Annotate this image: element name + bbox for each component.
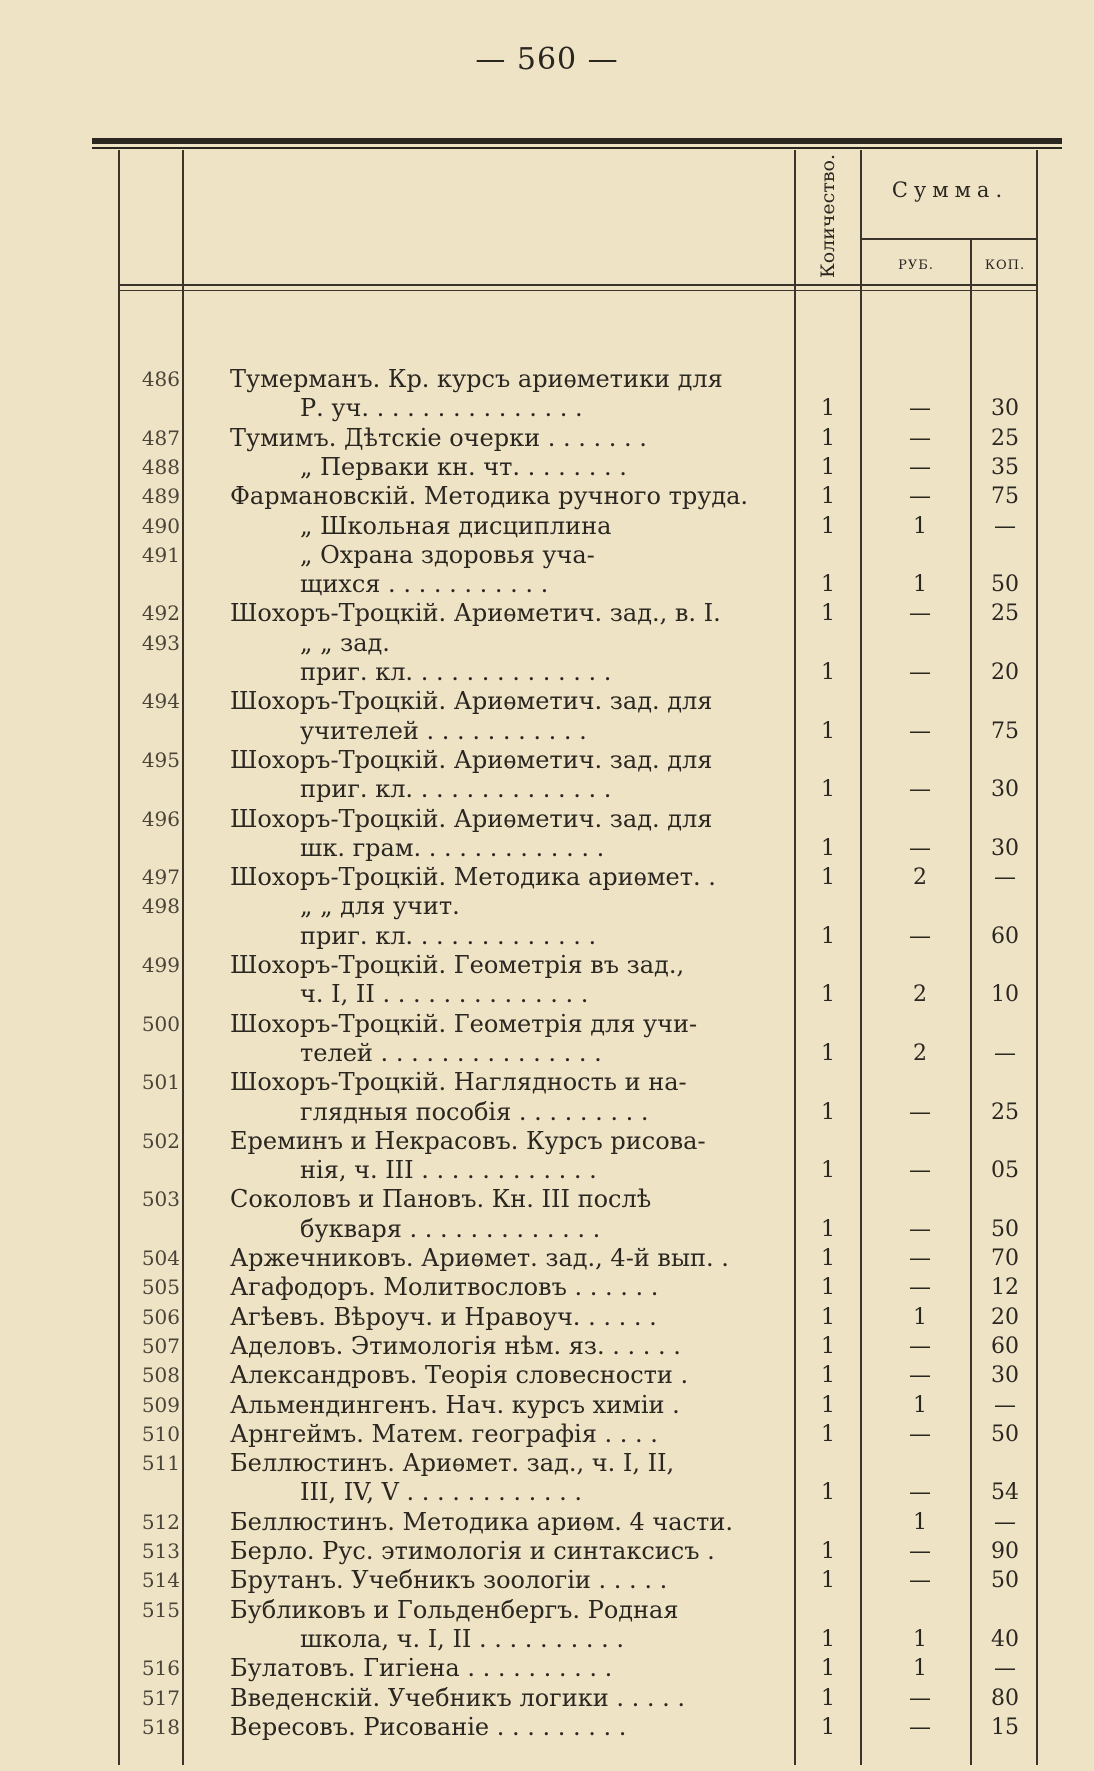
row-number: 498 — [141, 894, 180, 919]
row-rub: 1 — [913, 572, 927, 598]
row-kop: 35 — [991, 454, 1019, 480]
row-rub: 1 — [913, 513, 927, 539]
row-title-line: „ Школьная дисциплина — [300, 511, 612, 540]
row-rub: 1 — [913, 1626, 927, 1652]
row-quantity: 1 — [821, 1685, 835, 1711]
row-quantity: 1 — [821, 1246, 835, 1271]
row-title-line: Аржечниковъ. Ариѳмет. зад., 4-й вып. . — [230, 1244, 729, 1272]
row-number: 505 — [141, 1275, 180, 1300]
row-number: 507 — [141, 1333, 180, 1358]
row-number: 510 — [141, 1421, 180, 1446]
row-quantity: 1 — [821, 835, 835, 861]
row-kop: 60 — [991, 1333, 1019, 1359]
row-title-line: „ Перваки кн. чт. . . . . . . . — [300, 452, 627, 481]
row-title-line: Брутанъ. Учебникъ зоологіи . . . . . — [230, 1566, 668, 1595]
row-quantity: 1 — [821, 1421, 835, 1447]
row-quantity: 1 — [821, 660, 835, 685]
row-title-line: Беллюстинъ. Ариѳмет. зад., ч. I, II, — [230, 1449, 675, 1478]
row-quantity: 1 — [821, 1539, 835, 1564]
row-number: 500 — [141, 1011, 180, 1036]
row-rub: — — [909, 1714, 931, 1740]
row-title-line: Вересовъ. Рисованіе . . . . . . . . . — [230, 1712, 627, 1741]
row-kop: 50 — [991, 1216, 1019, 1242]
row-rub: — — [909, 454, 931, 480]
row-kop: 20 — [991, 660, 1019, 685]
row-title-line: Агафодоръ. Молитвословъ . . . . . . — [230, 1273, 659, 1302]
row-kop: 20 — [991, 1304, 1019, 1330]
row-quantity: 1 — [821, 601, 835, 627]
row-rub: — — [909, 1539, 931, 1564]
row-number: 490 — [141, 513, 180, 538]
row-rub: — — [909, 1246, 931, 1271]
row-number: 487 — [141, 425, 180, 450]
row-kop: — — [994, 513, 1016, 539]
row-kop: 12 — [991, 1275, 1019, 1301]
row-quantity: 1 — [821, 1480, 835, 1506]
row-number: 513 — [141, 1539, 180, 1563]
row-rub: 1 — [913, 1509, 927, 1535]
row-title-line: ч. I, II . . . . . . . . . . . . . . — [300, 980, 589, 1009]
row-rub: 1 — [913, 1304, 927, 1330]
row-title-line: приг. кл. . . . . . . . . . . . . . — [300, 658, 612, 686]
row-number: 517 — [141, 1685, 180, 1710]
row-quantity: 1 — [821, 1040, 835, 1066]
row-number: 497 — [141, 865, 180, 890]
row-quantity: 1 — [821, 425, 835, 451]
row-title-line: щихся . . . . . . . . . . . — [300, 570, 549, 599]
row-title-line: учителей . . . . . . . . . . . — [300, 716, 587, 745]
row-rub: — — [909, 1685, 931, 1711]
row-title-line: „ „ для учит. — [300, 892, 460, 921]
row-number: 509 — [141, 1392, 180, 1417]
row-title-line: Тумерманъ. Кр. курсъ ариѳметики для — [230, 365, 723, 393]
page-number: — 560 — — [475, 42, 619, 77]
row-title-line: Арнгеймъ. Матем. географія . . . . — [230, 1419, 658, 1448]
row-kop: 70 — [991, 1246, 1019, 1271]
row-kop: 50 — [991, 1568, 1019, 1594]
row-number: 492 — [141, 601, 180, 626]
row-title-line: глядныя пособія . . . . . . . . . — [300, 1097, 649, 1126]
row-title-line: Тумимъ. Дѣтскіе очерки . . . . . . . — [230, 423, 647, 452]
row-kop: 25 — [991, 1099, 1019, 1125]
row-rub: — — [909, 1363, 931, 1389]
row-title-line: Бубликовъ и Гольденбергъ. Родная — [230, 1595, 679, 1624]
row-number: 511 — [141, 1451, 180, 1476]
row-quantity — [797, 1508, 859, 1537]
row-kop: 30 — [991, 777, 1019, 803]
row-kop: 80 — [991, 1685, 1019, 1711]
row-quantity: 1 — [821, 1304, 835, 1330]
row-quantity: 1 — [821, 572, 835, 598]
row-number: 514 — [141, 1568, 180, 1593]
row-title-line: Введенскій. Учебникъ логики . . . . . — [230, 1683, 686, 1712]
row-kop: 75 — [991, 718, 1019, 744]
row-kop: 30 — [991, 1363, 1019, 1389]
row-number: 502 — [141, 1128, 180, 1153]
row-quantity: 1 — [821, 1714, 835, 1740]
row-quantity: 1 — [821, 923, 835, 949]
row-title-line: телей . . . . . . . . . . . . . . . — [300, 1038, 602, 1067]
row-number: 512 — [141, 1509, 180, 1534]
row-title-line: Шохоръ-Троцкій. Ариѳметич. зад. для — [230, 687, 713, 716]
row-title-line: Берло. Рус. этимологія и синтаксисъ . — [230, 1537, 715, 1565]
row-kop: — — [994, 865, 1016, 891]
row-number: 504 — [141, 1246, 180, 1270]
row-rub: — — [909, 1099, 931, 1125]
row-rub: — — [909, 777, 931, 803]
row-quantity: 1 — [821, 777, 835, 803]
row-kop: 54 — [991, 1480, 1019, 1506]
row-title-line: Соколовъ и Пановъ. Кн. III послѣ — [230, 1185, 652, 1214]
row-kop: 25 — [991, 601, 1019, 627]
row-title-line: Шохоръ-Троцкій. Наглядность и на- — [230, 1068, 687, 1097]
row-number: 518 — [141, 1714, 180, 1739]
row-rub: — — [909, 1275, 931, 1301]
row-title-line: Шохоръ-Троцкій. Методика ариѳмет. . — [230, 863, 716, 892]
row-number: 491 — [141, 542, 180, 567]
row-number: 503 — [141, 1187, 180, 1212]
row-number: 494 — [141, 689, 180, 714]
row-title-line: букваря . . . . . . . . . . . . . — [300, 1214, 601, 1243]
row-rub: 1 — [913, 1656, 927, 1682]
row-title-line: нія, ч. III . . . . . . . . . . . . — [300, 1156, 597, 1185]
row-number: 499 — [141, 953, 180, 977]
row-number: 486 — [141, 367, 180, 391]
row-title-line: Аделовъ. Этимологія нѣм. яз. . . . . . — [230, 1331, 681, 1360]
row-rub: — — [909, 1216, 931, 1242]
row-title-line: Александровъ. Теорія словесности . — [230, 1361, 689, 1390]
row-rub: — — [909, 718, 931, 744]
row-rub: — — [909, 1333, 931, 1359]
row-quantity: 1 — [821, 1216, 835, 1242]
row-title-line: шк. грам. . . . . . . . . . . . . — [300, 833, 605, 862]
row-number: 488 — [141, 454, 180, 479]
row-quantity: 1 — [821, 1099, 835, 1125]
row-title-line: приг. кл. . . . . . . . . . . . . . — [300, 775, 612, 804]
header-quantity: Количество. — [817, 153, 840, 279]
row-rub: 1 — [913, 1392, 927, 1418]
row-kop: — — [994, 1656, 1016, 1682]
row-rub: — — [909, 1421, 931, 1447]
row-number: 489 — [141, 484, 180, 509]
header-kop: КОП. — [984, 258, 1026, 273]
row-kop: 60 — [991, 923, 1019, 949]
row-kop: 75 — [991, 484, 1019, 510]
row-title-line: Шохоръ-Троцкій. Ариѳметич. зад. для — [230, 804, 713, 833]
row-title-line: Шохоръ-Троцкій. Геометрія въ зад., — [230, 951, 685, 979]
row-rub: — — [909, 1480, 931, 1506]
row-quantity: 1 — [821, 484, 835, 510]
row-title-line: Шохоръ-Троцкій. Геометрія для учи- — [230, 1009, 698, 1038]
row-rub: 2 — [913, 982, 927, 1008]
row-title-line: „ Охрана здоровья уча- — [300, 540, 595, 569]
row-title-line: Шохоръ-Троцкій. Ариѳметич. зад. для — [230, 745, 713, 774]
header-rub: РУБ. — [898, 258, 934, 273]
row-quantity: 1 — [821, 513, 835, 539]
row-quantity: 1 — [821, 454, 835, 480]
row-kop: 15 — [991, 1714, 1019, 1740]
row-kop: 25 — [991, 425, 1019, 451]
row-rub: — — [909, 484, 931, 510]
row-quantity: 1 — [821, 1626, 835, 1652]
row-rub: — — [909, 601, 931, 627]
row-title-line: Альмендингенъ. Нач. курсъ химіи . — [230, 1390, 680, 1419]
row-kop: — — [994, 1509, 1016, 1535]
row-kop: 30 — [991, 396, 1019, 422]
row-title-line: Р. уч. . . . . . . . . . . . . . . — [300, 394, 583, 423]
row-number: 516 — [141, 1656, 180, 1681]
row-rub: 2 — [913, 1040, 927, 1066]
row-quantity: 1 — [821, 1333, 835, 1359]
row-quantity: 1 — [821, 865, 835, 891]
row-number: 493 — [141, 630, 180, 655]
row-rub: — — [909, 1568, 931, 1594]
row-quantity: 1 — [821, 1363, 835, 1389]
row-title-line: школа, ч. I, II . . . . . . . . . . — [300, 1624, 624, 1653]
row-number: 501 — [141, 1070, 180, 1095]
row-quantity: 1 — [821, 1656, 835, 1682]
row-number: 515 — [141, 1597, 180, 1622]
row-rub: — — [909, 923, 931, 949]
row-number: 508 — [141, 1363, 180, 1388]
row-kop: — — [994, 1392, 1016, 1418]
row-quantity: 1 — [821, 396, 835, 422]
row-kop: 90 — [991, 1539, 1019, 1564]
row-title-line: III, IV, V . . . . . . . . . . . . — [300, 1478, 582, 1507]
row-title-line: Ереминъ и Некрасовъ. Курсъ рисова- — [230, 1126, 706, 1155]
row-quantity: 1 — [821, 718, 835, 744]
row-number: 496 — [141, 806, 180, 831]
row-kop: 30 — [991, 835, 1019, 861]
row-quantity: 1 — [821, 1158, 835, 1184]
row-title-line: Шохоръ-Троцкій. Ариѳметич. зад., в. I. — [230, 599, 721, 628]
row-title-line: Булатовъ. Гигіена . . . . . . . . . . — [230, 1654, 613, 1683]
row-quantity: 1 — [821, 1392, 835, 1418]
row-kop: — — [994, 1040, 1016, 1066]
row-kop: 50 — [991, 572, 1019, 598]
row-rub: — — [909, 660, 931, 685]
row-title-line: „ „ зад. — [300, 628, 390, 657]
header-sum: Сумма. — [891, 178, 1009, 202]
row-title-line: Фармановскій. Методика ручного труда. — [230, 482, 749, 511]
row-kop: 40 — [991, 1626, 1019, 1652]
row-rub: — — [909, 1158, 931, 1184]
row-number: 506 — [141, 1304, 180, 1329]
row-rub: — — [909, 425, 931, 451]
row-kop: 05 — [991, 1158, 1019, 1184]
row-rub: — — [909, 835, 931, 861]
row-title-line: Беллюстинъ. Методика ариѳм. 4 части. — [230, 1507, 733, 1536]
row-quantity: 1 — [821, 1275, 835, 1301]
row-kop: 50 — [991, 1421, 1019, 1447]
row-title-line: Агѣевъ. Вѣроуч. и Нравоуч. . . . . . — [230, 1302, 657, 1331]
row-rub: 2 — [913, 865, 927, 891]
row-rub: — — [909, 396, 931, 422]
row-title-line: приг. кл. . . . . . . . . . . . . — [300, 921, 597, 950]
row-quantity: 1 — [821, 982, 835, 1008]
row-kop: 10 — [991, 982, 1019, 1008]
row-number: 495 — [141, 747, 180, 772]
row-quantity: 1 — [821, 1568, 835, 1594]
